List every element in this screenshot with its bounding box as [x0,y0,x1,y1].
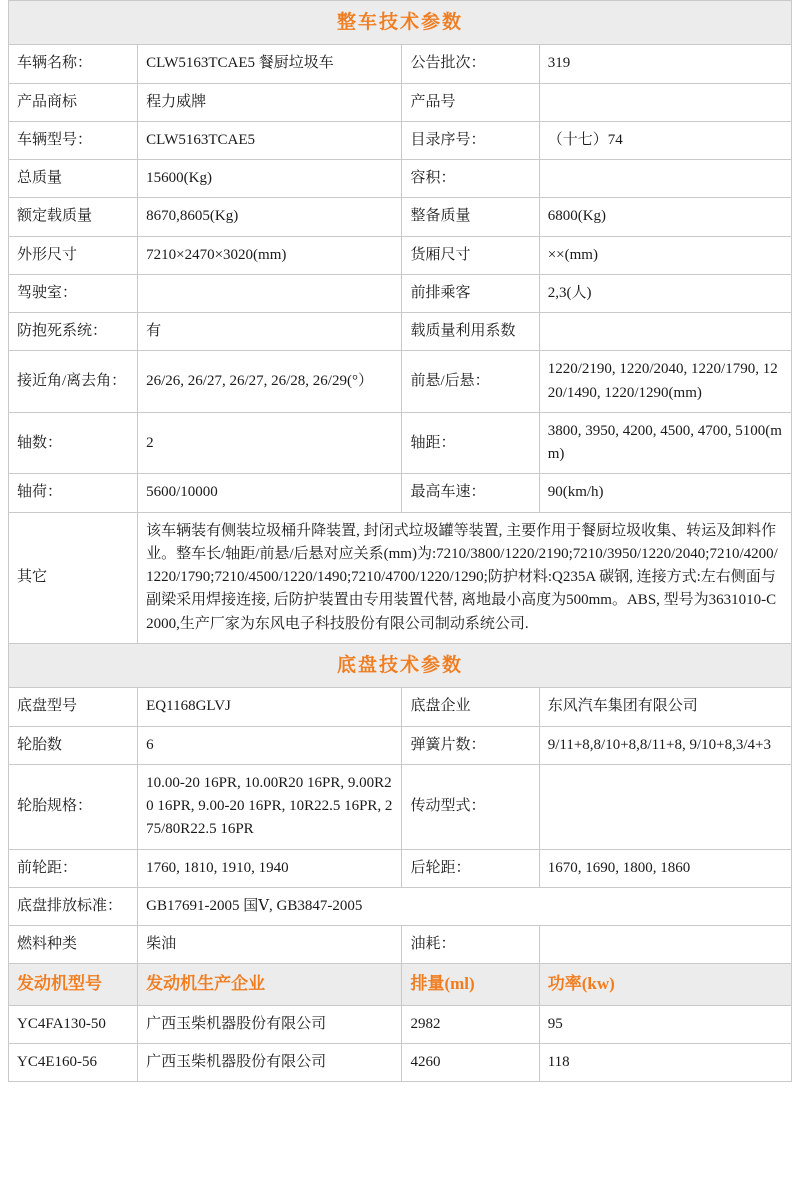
row-label-product-no: 产品号 [402,83,539,121]
row-label-cargo-box: 货厢尺寸 [402,236,539,274]
row-value-axle-count: 2 [138,412,402,474]
engine-header-model: 发动机型号 [9,964,138,1005]
table-row [9,1043,792,1081]
vehicle-section-title: 整车技术参数 [9,1,792,45]
engine-model: YC4FA130-50 [9,1005,138,1043]
row-label-front-track: 前轮距： [9,849,138,887]
row-label-tire-count: 轮胎数 [9,726,138,764]
row-label-gross-mass: 总质量 [9,160,138,198]
row-value-front-track: 1760, 1810, 1910, 1940 [138,849,402,887]
table-row [9,474,792,512]
row-label-fuel-consumption: 油耗： [402,926,539,964]
row-value-other: 该车辆装有侧装垃圾桶升降装置, 封闭式垃圾罐等装置, 主要作用于餐厨垃圾收集、转运及卸料作业。整车长/轴距/前悬/后悬对应关系(mm)为:7210/3800/1220/2190;7210/3950/1220/2040;7210/4200/1220/1790;7210/4500/1220/1490;7210/4700/1220/1290;防护材料:Q235A 碳钢, 连接方式:左右侧面与副梁采用焊接连接, 后防护装置由专用装置代替, 离地最小高度为500mm。ABS, 型号为3631010-C2000,生产厂家为东风电子科技股份有限公司制动系统公司. [138,512,792,643]
table-row [9,121,792,159]
engine-power: 95 [539,1005,791,1043]
row-value-catalog-no: （十七）74 [539,121,791,159]
row-label-tire-spec: 轮胎规格： [9,764,138,849]
row-value-axle-load: 5600/10000 [138,474,402,512]
row-label-vehicle-name: 车辆名称： [9,45,138,83]
row-value-model: CLW5163TCAE5 [138,121,402,159]
row-label-curb-mass: 整备质量 [402,198,539,236]
engine-power: 118 [539,1043,791,1081]
row-label-front-passengers: 前排乘客 [402,274,539,312]
engine-maker: 广西玉柴机器股份有限公司 [138,1043,402,1081]
table-row [9,274,792,312]
engine-model: YC4E160-56 [9,1043,138,1081]
row-value-brand: 程力威牌 [138,83,402,121]
table-row [9,83,792,121]
row-label-max-speed: 最高车速： [402,474,539,512]
row-value-tire-count: 6 [138,726,402,764]
table-row [9,45,792,83]
chassis-section-title: 底盘技术参数 [9,643,792,687]
row-label-axle-count: 轴数： [9,412,138,474]
row-label-model: 车辆型号： [9,121,138,159]
row-value-vehicle-name: CLW5163TCAE5 餐厨垃圾车 [138,45,402,83]
row-value-rated-load: 8670,8605(Kg) [138,198,402,236]
table-row [9,412,792,474]
row-value-curb-mass: 6800(Kg) [539,198,791,236]
row-value-announcement-batch: 319 [539,45,791,83]
row-value-spring-leaves: 9/11+8,8/10+8,8/11+8, 9/10+8,3/4+3 [539,726,791,764]
engine-displacement: 4260 [402,1043,539,1081]
engine-header-power: 功率(kw) [539,964,791,1005]
row-label-axle-load: 轴荷： [9,474,138,512]
row-label-cab: 驾驶室： [9,274,138,312]
row-value-volume [539,160,791,198]
row-label-abs: 防抱死系统： [9,313,138,351]
row-value-rear-track: 1670, 1690, 1800, 1860 [539,849,791,887]
table-row [9,160,792,198]
row-label-announcement-batch: 公告批次： [402,45,539,83]
table-row [9,313,792,351]
row-label-volume: 容积： [402,160,539,198]
row-label-emission-standard: 底盘排放标准： [9,887,138,925]
row-label-dimensions: 外形尺寸 [9,236,138,274]
table-row [9,688,792,726]
row-label-approach-departure-angle: 接近角/离去角： [9,351,138,413]
table-row [9,351,792,413]
table-row [9,849,792,887]
engine-header-maker: 发动机生产企业 [138,964,402,1005]
row-label-other: 其它 [9,512,138,643]
row-label-spring-leaves: 弹簧片数： [402,726,539,764]
row-label-rear-track: 后轮距： [402,849,539,887]
row-label-drive-type: 传动型式： [402,764,539,849]
row-value-gross-mass: 15600(Kg) [138,160,402,198]
row-label-rated-load: 额定载质量 [9,198,138,236]
row-label-chassis-maker: 底盘企业 [402,688,539,726]
table-row [9,1005,792,1043]
row-value-emission-standard: GB17691-2005 国Ⅴ, GB3847-2005 [138,887,792,925]
engine-maker: 广西玉柴机器股份有限公司 [138,1005,402,1043]
table-row [9,926,792,964]
engine-table-header-row [9,964,792,1005]
row-value-dimensions: 7210×2470×3020(mm) [138,236,402,274]
table-row [9,198,792,236]
row-value-approach-departure-angle: 26/26, 26/27, 26/27, 26/28, 26/29(°） [138,351,402,413]
row-label-wheelbase: 轴距： [402,412,539,474]
row-label-fuel-type: 燃料种类 [9,926,138,964]
row-label-overhang: 前悬/后悬： [402,351,539,413]
row-value-load-coefficient [539,313,791,351]
row-label-brand: 产品商标 [9,83,138,121]
engine-header-displacement: 排量(ml) [402,964,539,1005]
row-value-wheelbase: 3800, 3950, 4200, 4500, 4700, 5100(mm) [539,412,791,474]
row-value-drive-type [539,764,791,849]
row-value-product-no [539,83,791,121]
engine-displacement: 2982 [402,1005,539,1043]
table-row-other [9,512,792,643]
row-value-front-passengers: 2,3(人) [539,274,791,312]
row-value-max-speed: 90(km/h) [539,474,791,512]
row-value-abs: 有 [138,313,402,351]
row-value-cab [138,274,402,312]
table-row [9,887,792,925]
row-value-fuel-consumption [539,926,791,964]
row-label-catalog-no: 目录序号： [402,121,539,159]
row-value-fuel-type: 柴油 [138,926,402,964]
row-label-chassis-model: 底盘型号 [9,688,138,726]
table-row [9,236,792,274]
row-label-load-coefficient: 载质量利用系数 [402,313,539,351]
row-value-chassis-model: EQ1168GLVJ [138,688,402,726]
table-row [9,764,792,849]
chassis-section-title-row [9,643,792,687]
row-value-tire-spec: 10.00-20 16PR, 10.00R20 16PR, 9.00R20 16PR, 9.00-20 16PR, 10R22.5 16PR, 275/80R22.5 16PR [138,764,402,849]
vehicle-spec-table [8,0,792,1082]
row-value-cargo-box: ××(mm) [539,236,791,274]
vehicle-section-title-row [9,1,792,45]
row-value-chassis-maker: 东风汽车集团有限公司 [539,688,791,726]
row-value-overhang: 1220/2190, 1220/2040, 1220/1790, 1220/1490, 1220/1290(mm) [539,351,791,413]
table-row [9,726,792,764]
